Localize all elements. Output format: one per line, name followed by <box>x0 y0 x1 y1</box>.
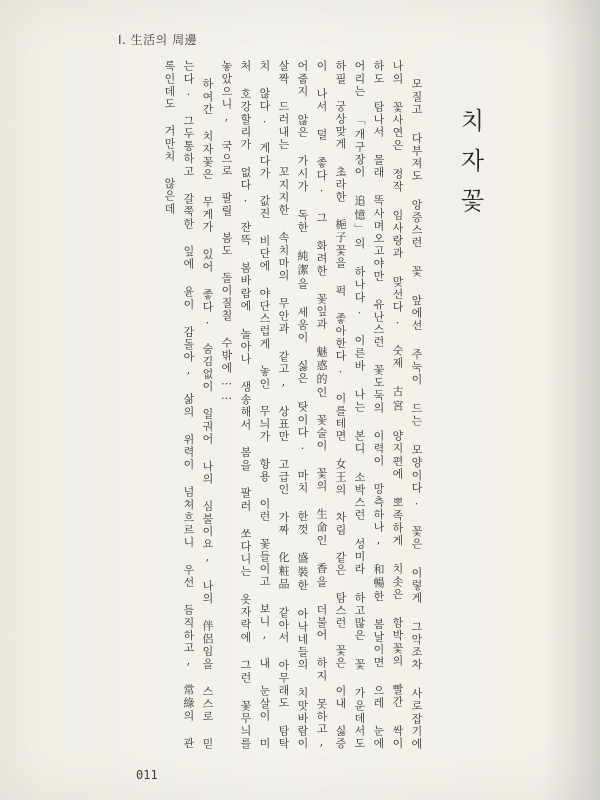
paragraph-2: 하여간 치자꽃은 무게가 있어 좋다. 숨김없이 일궈어 나의 심불이요, 나의 伴侶임을 스스로 믿는다. 그두통하고 갈쭉한 잎에 윤이 감돌아, 삶의 위력이 넘쳐흐르니 우선 듬직하고, 常綠의 관록인데도 거만치 않은데 <box>163 60 214 750</box>
body-text <box>128 60 426 750</box>
page-gutter-shadow <box>542 0 600 800</box>
paragraph-1: 모질고 다부져도 앙증스런 꽃 앞에선 주눅이 드는 모양이다. 꽃은 이렇게 그악조차 사로잡기에 나의 꽃사연은 정작 임사랑과 맞선다. 숫제 古宮 양지편에 뽀족하게 치솟은 함박꽃의 빨간 싹이 하도 탐나서 몰래 똑사며오고야만 유난스런 꽃도둑의 이력이 망측하나, 和暢한 봄날이면 으레 눈에 어리는 「개구장이 追憶」의 하나다. 이른바 나는 본디 소박스런 성미라 하고많은 꽃 가운데서도 하필 궁상맞게 초라한 梔子꽃을 퍽 좋아한다. 이를테면 女王의 차림 같은 탐스런 꽃은 이내 싫증이 나서 덜 좋다. 그 화려한 꽃잎과 魅惑的인 꽃술이 꽃의 生命인 香을 더불어 하지 못하고, 어줍지 않은 가시가 독한 純潔을 세움이 싫은 탓이다. 마치 한껏 盛裝한 아낙네들의 치맛바람이 살짝 드러내는 꼬지지한 속치마의 무안과 같고, 상표만 고급인 가짜 化粧品 같아서 아무래도 탐탁치 않다. 게다가 값진 비단에 야단스럽게 놓인 무늬가 항용 이런 꽃들이고 보니, 내 눈살이 미처 호강할리가 없다. 잔뜩 봄바람에 놀아나 생송해서 봄을 팔러 쏘다니는 옷자락에 그런 꽃무늬를 놓았으니, 국으로 팔릴 봄도 돌이질칠 수밖에…… <box>220 60 423 750</box>
page-number: 011 <box>136 768 158 782</box>
essay-title: 치자꽃 <box>456 108 484 228</box>
running-head: I. 生活의 周邊 <box>118 33 198 47</box>
